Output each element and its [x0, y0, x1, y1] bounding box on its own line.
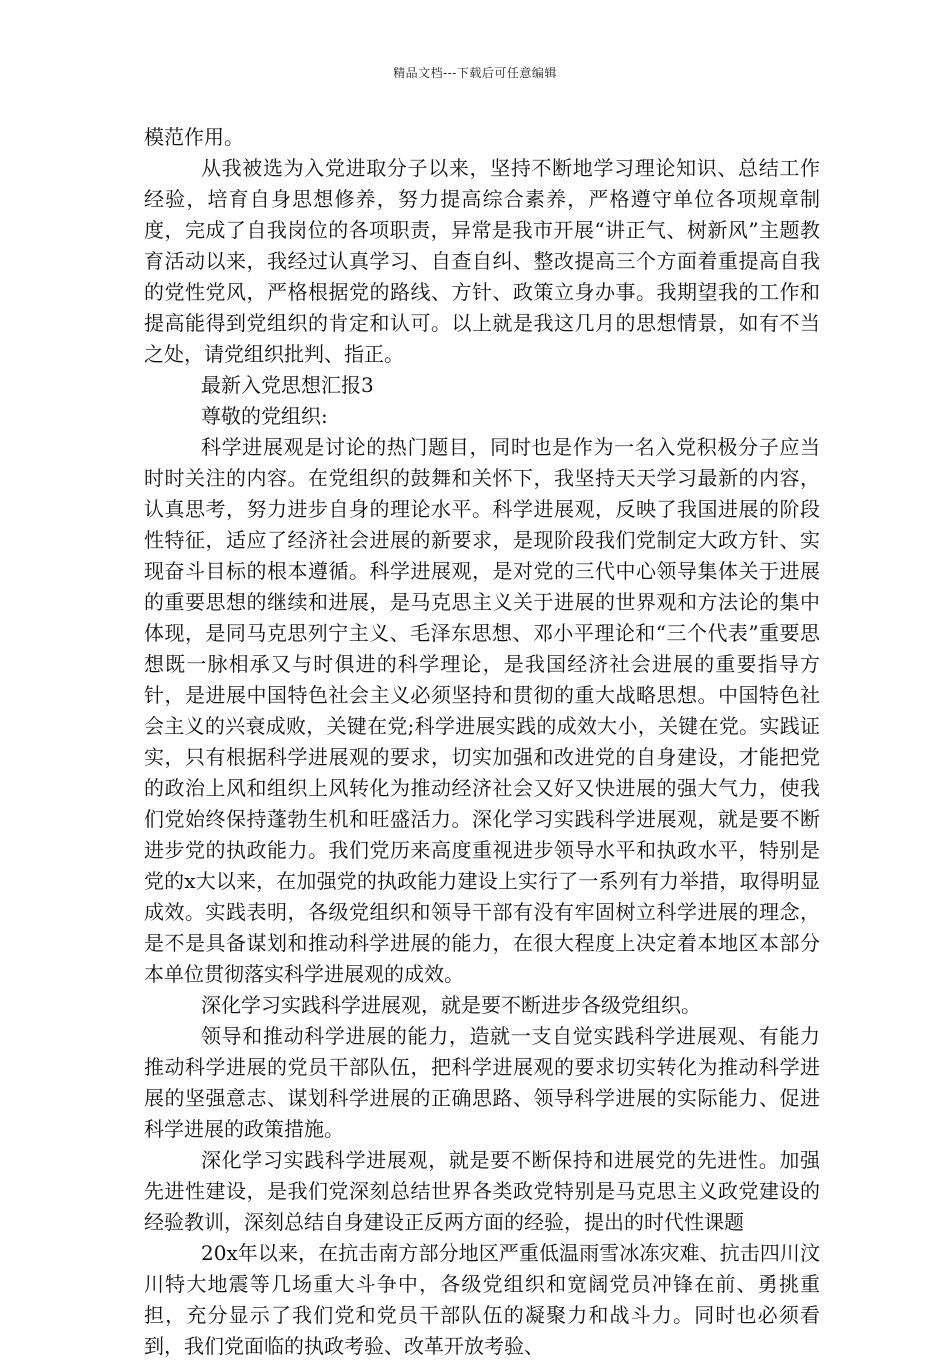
paragraph-7: 20x年以来，在抗击南方部分地区严重低温雨雪冰冻灾难、抗击四川汶川特大地震等几场重大斗争中，各级党组织和宽阔党员冲锋在前、勇挑重担，充分显示了我们党和党员干部队伍的凝聚力和战斗力。同时也必须看到，我们党面临的执政考验、改革开放考验、 — [144, 1241, 820, 1358]
paragraph-4: 深化学习实践科学进展观，就是要不断进步各级党组织。 — [201, 993, 701, 1017]
paragraph-5: 领导和推动科学进展的能力，造就一支自觉实践科学进展观、有能力推动科学进展的党员干部队伍，把科学进展观的要求切实转化为推动科学进展的坚强意志、谋划科学进展的正确思路、领导科学进展的实际能力、促进科学进展的政策措施。 — [144, 1024, 820, 1141]
section-title: 最新入党思想汇报3 — [201, 373, 374, 397]
paragraph-6: 深化学习实践科学进展观，就是要不断保持和进展党的先进性。加强先进性建设，是我们党深刻总结世界各类政党特别是马克思主义政党建设的经验教训，深刻总结自身建设正反两方面的经验，提出的时代性课题 — [144, 1148, 820, 1234]
paragraph-1: 模范作用。 — [144, 125, 244, 149]
page-header: 精品文档---下载后可任意编辑 — [393, 66, 557, 80]
paragraph-3: 科学进展观是讨论的热门题目，同时也是作为一名入党积极分子应当时时关注的内容。在党组织的鼓舞和关怀下，我坚持天天学习最新的内容，认真思考，努力进步自身的理论水平。科学进展观，反映了我国进展的阶段性特征，适应了经济社会进展的新要求，是现阶段我们党制定大政方针、实现奋斗目标的根本遵循。科学进展观，是对党的三代中心领导集体关于进展的重要思想的继续和进展，是马克思主义关于进展的世界观和方法论的集中体现，是同马克思列宁主义、毛泽东思想、邓小平理论和“三个代表”重要思想既一脉相承又与时俱进的科学理论，是我国经济社会进展的重要指导方针，是进展中国特色社会主义必须坚持和贯彻的重大战略思想。中国特色社会主义的兴衰成败，关键在党;科学进展实践的成效大小，关键在党。实践证实，只有根据科学进展观的要求，切实加强和改进党的自身建设，才能把党的政治上风和组织上风转化为推动经济社会又好又快进展的强大气力，使我们党始终保持蓬勃生机和旺盛活力。深化学习实践科学进展观，就是要不断进步党的执政能力。我们党历来高度重视进步领导水平和执政水平，特别是党的x大以来，在加强党的执政能力建设上实行了一系列有力举措，取得明显成效。实践表明，各级党组织和领导干部有没有牢固树立科学进展的理念，是不是具备谋划和推动科学进展的能力，在很大程度上决定着本地区本部分本单位贯彻落实科学进展观的成效。 — [144, 435, 820, 986]
paragraph-2: 从我被选为入党进取分子以来，坚持不断地学习理论知识、总结工作经验，培育自身思想修养，努力提高综合素养，严格遵守单位各项规章制度，完成了自我岗位的各项职责，异常是我市开展“讲正气、树新风”主题教育活动以来，我经过认真学习、自查自纠、整改提高三个方面着重提高自我的党性党风，严格根据党的路线、方针、政策立身办事。我期望我的工作和提高能得到党组织的肯定和认可。以上就是我这几月的思想情景，如有不当之处，请党组织批判、指正。 — [144, 156, 820, 366]
document-body — [144, 122, 820, 1362]
salutation: 尊敬的党组织: — [201, 404, 328, 428]
